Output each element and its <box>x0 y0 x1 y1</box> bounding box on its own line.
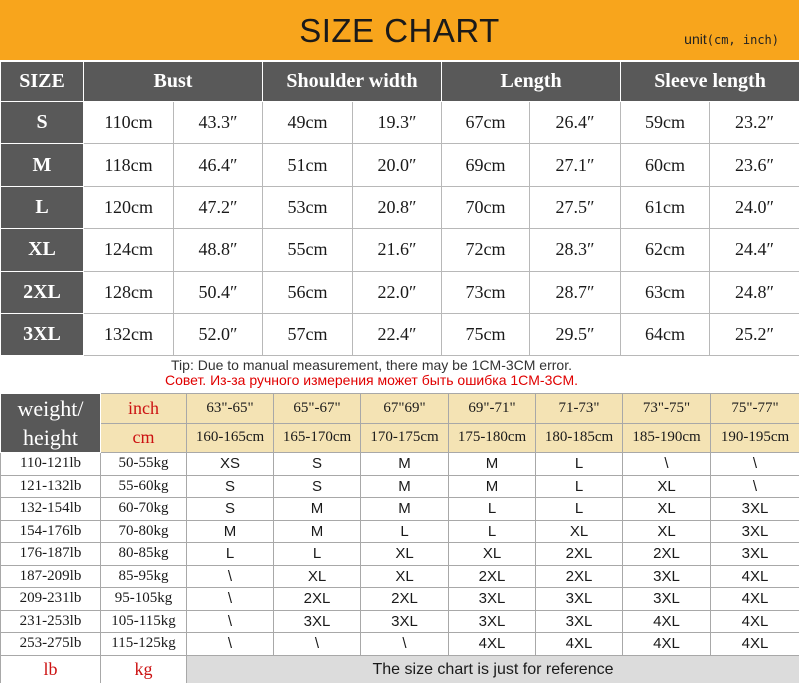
measurement-cell-length-cm: 69cm <box>442 144 530 186</box>
weight-kg-cell: 50-55kg <box>101 453 187 476</box>
height-cm-cell: 180-185cm <box>536 423 623 453</box>
recommended-size-cell: L <box>187 543 274 566</box>
table-row <box>1 271 799 313</box>
size-label: 2XL <box>1 271 84 313</box>
recommended-size-cell: \ <box>187 565 274 588</box>
recommended-size-cell: 3XL <box>449 610 536 633</box>
corner-line-1: weight/ <box>17 396 84 421</box>
height-cm-cell: 175-180cm <box>449 423 536 453</box>
table-row <box>1 186 799 228</box>
measurement-cell-bust-cm: 110cm <box>84 102 174 144</box>
weight-kg-cell: 60-70kg <box>101 498 187 521</box>
tip-english: Tip: Due to manual measurement, there may be 1CM-3CM error. <box>171 357 572 373</box>
height-inch-cell: 63"-65" <box>187 394 274 424</box>
table-row <box>1 498 799 521</box>
recommended-size-cell: XL <box>361 565 449 588</box>
measurement-cell-bust-in: 46.4″ <box>174 144 263 186</box>
table-row <box>1 610 799 633</box>
measurement-cell-length-in: 27.5″ <box>530 186 621 228</box>
recommended-size-cell: L <box>449 520 536 543</box>
size-label: M <box>1 144 84 186</box>
measurement-cell-shoulder-cm: 57cm <box>263 313 353 355</box>
recommended-size-cell: 3XL <box>711 543 799 566</box>
unit-paren: (cm, inch) <box>706 33 779 47</box>
measurement-cell-sleeve-in: 24.8″ <box>710 271 799 313</box>
measurement-header-row <box>1 62 799 102</box>
table-row <box>1 102 799 144</box>
weight-lb-cell: 209-231lb <box>1 588 101 611</box>
header-shoulder-width: Shoulder width <box>263 62 442 102</box>
recommended-size-cell: \ <box>187 633 274 656</box>
measurement-cell-bust-cm: 132cm <box>84 313 174 355</box>
weight-kg-cell: 80-85kg <box>101 543 187 566</box>
unit-label <box>684 31 779 47</box>
size-label: XL <box>1 229 84 271</box>
measurement-cell-sleeve-in: 23.2″ <box>710 102 799 144</box>
measurement-cell-length-in: 29.5″ <box>530 313 621 355</box>
recommended-size-cell: M <box>274 498 361 521</box>
height-inch-cell: 71-73" <box>536 394 623 424</box>
measurement-cell-bust-in: 48.8″ <box>174 229 263 271</box>
recommended-size-cell: 2XL <box>449 565 536 588</box>
recommended-size-cell: \ <box>187 588 274 611</box>
measurement-cell-length-cm: 72cm <box>442 229 530 271</box>
measurement-cell-length-cm: 67cm <box>442 102 530 144</box>
measurement-cell-bust-cm: 118cm <box>84 144 174 186</box>
measurement-cell-length-in: 28.3″ <box>530 229 621 271</box>
height-inch-cell: 75"-77" <box>711 394 799 424</box>
recommended-size-cell: XS <box>187 453 274 476</box>
inch-label: inch <box>101 394 187 424</box>
weight-kg-cell: 55-60kg <box>101 475 187 498</box>
measurement-cell-shoulder-in: 21.6″ <box>353 229 442 271</box>
recommended-size-cell: XL <box>449 543 536 566</box>
recommended-size-cell: 4XL <box>623 610 711 633</box>
recommended-size-cell: M <box>361 453 449 476</box>
measurement-cell-shoulder-cm: 51cm <box>263 144 353 186</box>
weight-lb-cell: 132-154lb <box>1 498 101 521</box>
height-inch-cell: 69"-71" <box>449 394 536 424</box>
recommended-size-cell: 2XL <box>274 588 361 611</box>
size-label: L <box>1 186 84 228</box>
recommended-size-cell: \ <box>711 475 799 498</box>
weight-lb-cell: 110-121lb <box>1 453 101 476</box>
weight-lb-cell: 176-187lb <box>1 543 101 566</box>
recommended-size-cell: 4XL <box>711 588 799 611</box>
table-row <box>1 453 799 476</box>
recommended-size-cell: \ <box>187 610 274 633</box>
recommended-size-cell: L <box>536 475 623 498</box>
recommended-size-cell: XL <box>536 520 623 543</box>
measurement-cell-sleeve-in: 25.2″ <box>710 313 799 355</box>
weight-lb-cell: 154-176lb <box>1 520 101 543</box>
recommended-size-cell: XL <box>361 543 449 566</box>
recommended-size-cell: 3XL <box>361 610 449 633</box>
recommended-size-cell: 4XL <box>711 633 799 656</box>
recommended-size-cell: \ <box>623 453 711 476</box>
height-cm-cell: 185-190cm <box>623 423 711 453</box>
recommended-size-cell: XL <box>274 565 361 588</box>
height-inch-row <box>1 394 799 424</box>
measurement-cell-shoulder-in: 19.3″ <box>353 102 442 144</box>
recommended-size-cell: S <box>274 453 361 476</box>
measurement-cell-sleeve-cm: 59cm <box>621 102 710 144</box>
recommended-size-cell: M <box>449 453 536 476</box>
recommended-size-cell: 3XL <box>274 610 361 633</box>
measurement-cell-bust-cm: 124cm <box>84 229 174 271</box>
measurement-cell-bust-in: 52.0″ <box>174 313 263 355</box>
table-row <box>1 313 799 355</box>
recommended-size-cell: 4XL <box>711 610 799 633</box>
table-row <box>1 229 799 271</box>
table-row <box>1 588 799 611</box>
measurement-cell-shoulder-cm: 55cm <box>263 229 353 271</box>
recommended-size-cell: \ <box>711 453 799 476</box>
measurement-cell-sleeve-in: 24.4″ <box>710 229 799 271</box>
height-cm-cell: 190-195cm <box>711 423 799 453</box>
weight-kg-cell: 105-115kg <box>101 610 187 633</box>
table-row <box>1 633 799 656</box>
measurement-cell-sleeve-in: 23.6″ <box>710 144 799 186</box>
measurement-cell-shoulder-in: 20.8″ <box>353 186 442 228</box>
measurement-cell-bust-in: 43.3″ <box>174 102 263 144</box>
recommended-size-cell: L <box>536 453 623 476</box>
measurement-cell-shoulder-in: 22.0″ <box>353 271 442 313</box>
weight-lb-cell: 253-275lb <box>1 633 101 656</box>
height-cm-row <box>1 423 799 453</box>
recommended-size-cell: 2XL <box>536 565 623 588</box>
measurement-cell-shoulder-cm: 49cm <box>263 102 353 144</box>
weight-kg-cell: 70-80kg <box>101 520 187 543</box>
height-inch-cell: 67"69" <box>361 394 449 424</box>
measurement-cell-shoulder-cm: 53cm <box>263 186 353 228</box>
recommended-size-cell: 3XL <box>711 520 799 543</box>
measurement-cell-shoulder-cm: 56cm <box>263 271 353 313</box>
recommended-size-cell: \ <box>361 633 449 656</box>
weight-height-corner <box>1 394 101 453</box>
cm-label: cm <box>101 423 187 453</box>
weight-lb-cell: 231-253lb <box>1 610 101 633</box>
recommended-size-cell: M <box>361 498 449 521</box>
size-label: S <box>1 102 84 144</box>
recommended-size-cell: 3XL <box>449 588 536 611</box>
recommended-size-cell: M <box>361 475 449 498</box>
recommended-size-cell: 3XL <box>623 565 711 588</box>
measurement-cell-sleeve-cm: 61cm <box>621 186 710 228</box>
height-inch-cell: 73"-75" <box>623 394 711 424</box>
recommended-size-cell: 2XL <box>361 588 449 611</box>
footer-kg-label: kg <box>101 655 187 683</box>
header-bust: Bust <box>84 62 263 102</box>
measurement-cell-length-cm: 75cm <box>442 313 530 355</box>
measurement-cell-bust-cm: 128cm <box>84 271 174 313</box>
recommended-size-cell: L <box>449 498 536 521</box>
page-title: SIZE CHART <box>299 12 500 49</box>
recommended-size-cell: 2XL <box>536 543 623 566</box>
recommended-size-cell: XL <box>623 520 711 543</box>
header-size: SIZE <box>1 62 84 102</box>
unit-word: unit <box>684 31 707 47</box>
table-row <box>1 144 799 186</box>
recommended-size-cell: M <box>274 520 361 543</box>
recommended-size-cell: M <box>449 475 536 498</box>
size-label: 3XL <box>1 313 84 355</box>
recommended-size-cell: XL <box>623 475 711 498</box>
table-row <box>1 520 799 543</box>
reference-note: The size chart is just for reference <box>187 655 799 683</box>
measurement-cell-length-in: 28.7″ <box>530 271 621 313</box>
measurement-table <box>0 61 799 356</box>
table-row <box>1 565 799 588</box>
size-chart-banner <box>0 0 799 60</box>
footer-row <box>1 655 799 683</box>
measurement-cell-sleeve-cm: 62cm <box>621 229 710 271</box>
header-length: Length <box>442 62 621 102</box>
recommended-size-cell: L <box>274 543 361 566</box>
footer-lb-label: lb <box>1 655 101 683</box>
measurement-cell-length-cm: 70cm <box>442 186 530 228</box>
recommended-size-cell: L <box>361 520 449 543</box>
weight-lb-cell: 121-132lb <box>1 475 101 498</box>
measurement-cell-length-cm: 73cm <box>442 271 530 313</box>
weight-kg-cell: 85-95kg <box>101 565 187 588</box>
fit-table <box>0 393 799 683</box>
recommended-size-cell: S <box>187 475 274 498</box>
table-row <box>1 475 799 498</box>
recommended-size-cell: 2XL <box>623 543 711 566</box>
recommended-size-cell: 3XL <box>711 498 799 521</box>
measurement-cell-sleeve-cm: 64cm <box>621 313 710 355</box>
recommended-size-cell: L <box>536 498 623 521</box>
corner-line-2: height <box>23 425 78 450</box>
height-cm-cell: 160-165cm <box>187 423 274 453</box>
measurement-cell-length-in: 27.1″ <box>530 144 621 186</box>
recommended-size-cell: 3XL <box>536 588 623 611</box>
measurement-cell-sleeve-in: 24.0″ <box>710 186 799 228</box>
recommended-size-cell: 3XL <box>536 610 623 633</box>
recommended-size-cell: 4XL <box>449 633 536 656</box>
weight-kg-cell: 115-125kg <box>101 633 187 656</box>
table-row <box>1 543 799 566</box>
recommended-size-cell: M <box>187 520 274 543</box>
measurement-cell-sleeve-cm: 63cm <box>621 271 710 313</box>
header-sleeve-length: Sleeve length <box>621 62 799 102</box>
recommended-size-cell: 4XL <box>711 565 799 588</box>
recommended-size-cell: S <box>187 498 274 521</box>
measurement-cell-bust-cm: 120cm <box>84 186 174 228</box>
recommended-size-cell: 3XL <box>623 588 711 611</box>
measurement-cell-sleeve-cm: 60cm <box>621 144 710 186</box>
measurement-cell-bust-in: 50.4″ <box>174 271 263 313</box>
measurement-cell-shoulder-in: 22.4″ <box>353 313 442 355</box>
tip-russian: Совет. Из-за ручного измерения может быть ошибка 1CM-3CM. <box>164 372 579 388</box>
measurement-cell-shoulder-in: 20.0″ <box>353 144 442 186</box>
weight-kg-cell: 95-105kg <box>101 588 187 611</box>
measurement-cell-bust-in: 47.2″ <box>174 186 263 228</box>
recommended-size-cell: \ <box>274 633 361 656</box>
recommended-size-cell: 4XL <box>623 633 711 656</box>
measurement-cell-length-in: 26.4″ <box>530 102 621 144</box>
recommended-size-cell: S <box>274 475 361 498</box>
height-cm-cell: 170-175cm <box>361 423 449 453</box>
height-inch-cell: 65"-67" <box>274 394 361 424</box>
recommended-size-cell: XL <box>623 498 711 521</box>
height-cm-cell: 165-170cm <box>274 423 361 453</box>
recommended-size-cell: 4XL <box>536 633 623 656</box>
weight-lb-cell: 187-209lb <box>1 565 101 588</box>
